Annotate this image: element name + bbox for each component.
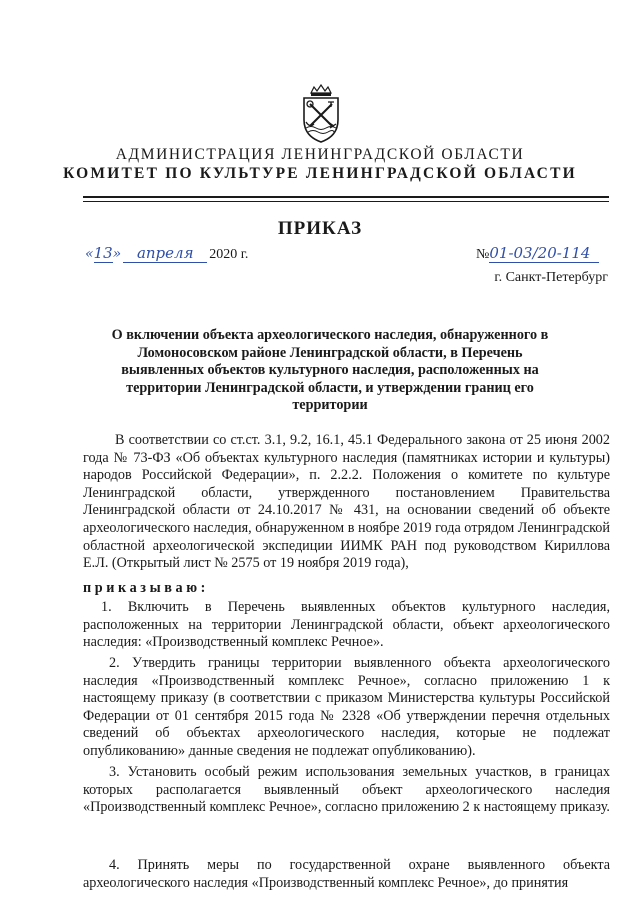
order-subject: О включении объекта археологического наследия, обнаруженного в Ломоносовском районе Ленинградской области, в Перечень выявленных объектов культурного наследия, расположенных на территории Ленинградской области, и утверждении границ его территории — [111, 327, 549, 413]
order-date — [85, 244, 248, 263]
order-title: ПРИКАЗ — [277, 218, 363, 239]
date-open-quote: « — [85, 246, 94, 262]
city: г. Санкт-Петербург — [494, 270, 608, 285]
header-divider-thin — [83, 201, 609, 202]
committee-name: КОМИТЕТ ПО КУЛЬТУРЕ ЛЕНИНГРАДСКОЙ ОБЛАСТИ — [63, 165, 577, 182]
administration-name: АДМИНИСТРАЦИЯ ЛЕНИНГРАДСКОЙ ОБЛАСТИ — [115, 146, 525, 163]
number-label: № — [476, 247, 490, 262]
date-year: 2020 г. — [209, 247, 249, 262]
date-month: апреля — [123, 244, 207, 263]
order-number — [476, 244, 599, 263]
intro-paragraph: В соответствии со ст.ст. 3.1, 9.2, 16.1, 45.1 Федерального закона от 25 июня 2002 года № 73-ФЗ «Об объектах культурного наследия (памятниках истории и культуры) народов Российской Федерации», п. 2.2.2. Положения о комитете по культуре Ленинградской области, утвержденного постановлением Правительства Ленинградской области от 24.10.2017 № 431, на основании сведений об объекте археологического наследия, обнаруженном в ноябре 2019 года отрядом Ленинградской областной археологической экспедиции ИИМК РАН под руководством Кириллова Е.Л. (Открытый лист № 2575 от 19 ноября 2019 года), — [83, 432, 610, 572]
header-divider-thick — [83, 196, 609, 198]
coat-of-arms-icon — [296, 84, 346, 144]
number-value: 01-03/20-114 — [489, 244, 599, 263]
order-item-3: 3. Установить особый режим использования земельных участков, в границах которых располагается выявленный объект археологического наследия «Производственный комплекс Речное», согласно приложению 2 к настоящему приказу. — [83, 764, 610, 816]
date-close-quote: » — [112, 246, 122, 262]
order-item-1: 1. Включить в Перечень выявленных объектов культурного наследия, расположенных на территории Ленинградской области, объект археологического наследия: «Производственный комплекс Речное». — [83, 599, 610, 651]
order-item-4: 4. Принять меры по государственной охране выявленного объекта археологического наследия «Производственный комплекс Речное», до принятия — [83, 857, 610, 891]
date-day: 13 — [93, 244, 113, 262]
prikazyvayu-label: приказываю: — [83, 580, 209, 596]
order-item-2: 2. Утвердить границы территории выявленного объекта археологического наследия «Производственный комплекс Речное», согласно приложению 1 к настоящему приказу (в соответствии с приказом Министерства культуры Российской Федерации от 01 сентября 2015 года № 2328 «Об утверждении перечня отдельных сведений об объектах археологического наследия, которые не подлежат опубликованию» данные сведения не подлежат опубликованию). — [83, 655, 610, 759]
